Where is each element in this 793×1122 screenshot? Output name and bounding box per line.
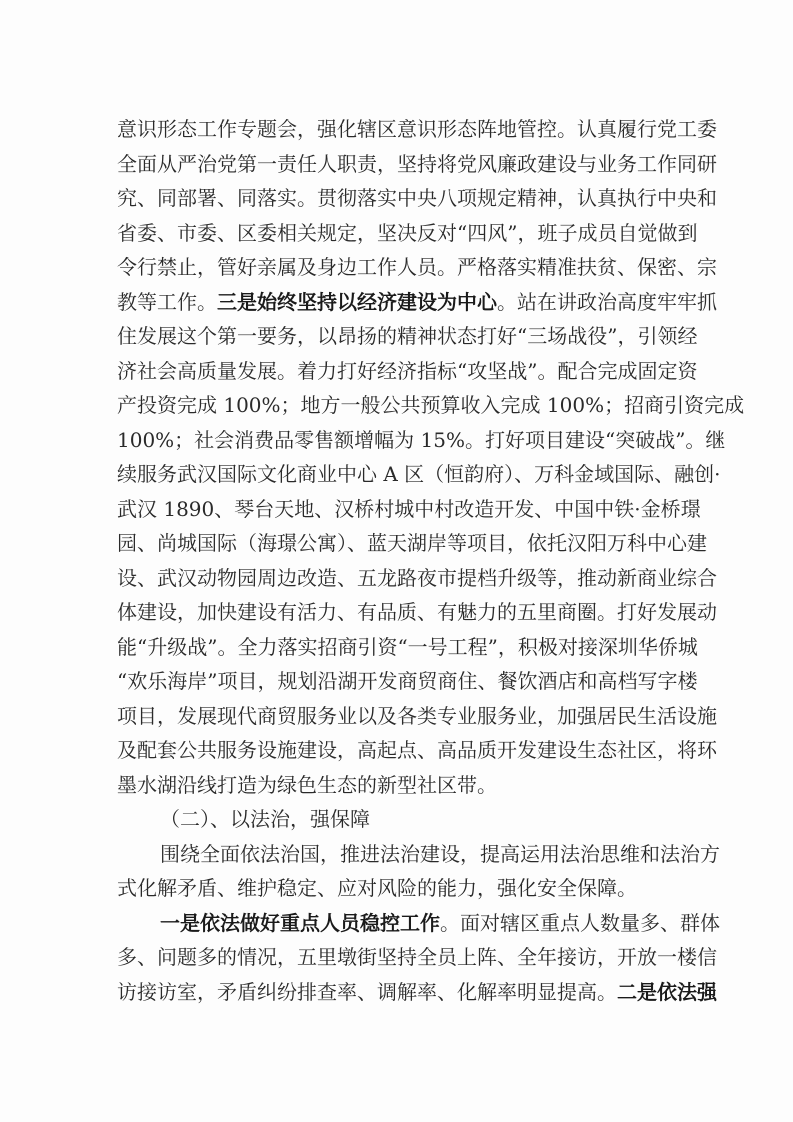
- text-line: [117, 492, 701, 527]
- text-line: [117, 423, 726, 458]
- text-line: [117, 699, 717, 734]
- text-line: [117, 112, 717, 147]
- text-line: [117, 457, 721, 492]
- text-segment: 意识形态工作专题会，强化辖区意识形态阵地管控。认真履行党工委: [117, 117, 717, 141]
- text-segment: 100%；社会消费品零售额增幅为 15%。打好项目建设“突破战”。继: [117, 427, 726, 452]
- bold-lead-phrase: 一是依法做好重点人员稳控工作: [160, 910, 440, 935]
- text-segment: 究、同部署、同落实。贯彻落实中央八项规定精神，认真执行中央和: [117, 186, 717, 210]
- text-line: [117, 181, 717, 216]
- text-line: [117, 630, 698, 665]
- text-line: [117, 940, 717, 975]
- text-segment: 产投资完成 100%；地方一般公共预算收入完成 100%；招商引资完成: [117, 393, 745, 417]
- text-segment: 围绕全面依法治国，推进法治建设，提高运用法治思维和法治方: [160, 841, 720, 866]
- text-segment: 武汉 1890、琴台天地、汉桥村城中村改造开发、中国中铁·金桥璟: [117, 496, 701, 521]
- text-segment: 设、武汉动物园周边改造、五龙路夜市提档升级等，推动新商业综合: [117, 565, 717, 590]
- text-line: [117, 354, 698, 389]
- text-line: [117, 147, 717, 182]
- text-segment: 令行禁止，管好亲属及身边工作人员。严格落实精准扶贫、保密、宗: [117, 255, 717, 279]
- text-segment: 墨水湖沿线打造为绿色生态的新型社区带。: [117, 772, 497, 797]
- text-line: [117, 595, 717, 630]
- text-segment: 多、问题多的情况，五里墩街坚持全员上阵、全年接访，开放一楼信: [117, 945, 717, 969]
- text-line: [117, 871, 677, 906]
- text-segment: 体建设，加快建设有活力、有品质、有魅力的五里商圈。打好发展动: [117, 600, 717, 624]
- text-segment: 教等工作。: [117, 289, 217, 314]
- text-segment: （二）、以法治，强保障: [160, 807, 370, 831]
- text-line: [117, 388, 745, 423]
- text-line: [117, 975, 717, 1010]
- paragraph: [117, 837, 720, 906]
- text-line: [117, 802, 677, 837]
- text-line: [117, 285, 717, 320]
- section-heading: [117, 802, 677, 837]
- bold-lead-phrase: 二是依法强: [617, 979, 717, 1004]
- text-line: [117, 216, 698, 251]
- text-segment: 式化解矛盾、维护稳定、应对风险的能力，强化安全保障。: [117, 876, 637, 900]
- text-segment: “欢乐海岸”项目，规划沿湖开发商贸商住、餐饮酒店和高档写字楼: [117, 669, 698, 693]
- text-line: [117, 561, 717, 596]
- text-line: [117, 906, 720, 941]
- text-segment: 全面从严治党第一责任人职责，坚持将党风廉政建设与业务工作同研: [117, 151, 717, 176]
- text-segment: 园、尚城国际（海璟公寓）、蓝天湖岸等项目，依托汉阳万科中心建: [117, 531, 707, 555]
- text-segment: 住发展这个第一要务，以昂扬的精神状态打好“三场战役”，引领经: [117, 324, 698, 348]
- text-segment: 省委、市委、区委相关规定，坚决反对“四风”，班子成员自觉做到: [117, 220, 698, 245]
- text-segment: 。站在讲政治高度牢牢抓: [497, 289, 717, 314]
- text-line: [117, 768, 677, 803]
- text-line: [117, 664, 698, 699]
- text-segment: 项目，发展现代商贸服务业以及各类专业服务业，加强居民生活设施: [117, 703, 717, 728]
- text-segment: 能“升级战”。全力落实招商引资“一号工程”，积极对接深圳华侨城: [117, 634, 698, 659]
- text-segment: 访接访室，矛盾纠纷排查率、调解率、化解率明显提高。: [117, 979, 617, 1004]
- text-line: [117, 837, 720, 872]
- paragraph: [117, 112, 745, 802]
- paragraph: [117, 906, 720, 1010]
- text-segment: 续服务武汉国际文化商业中心 A 区（恒韵府）、万科金域国际、融创·: [117, 462, 721, 486]
- text-line: [117, 733, 717, 768]
- bold-lead-phrase: 三是始终坚持以经济建设为中心: [217, 289, 497, 314]
- text-line: [117, 526, 707, 561]
- text-segment: 及配套公共服务设施建设，高起点、高品质开发建设生态社区，将环: [117, 738, 717, 762]
- text-segment: 。面对辖区重点人数量多、群体: [440, 910, 720, 935]
- text-segment: 济社会高质量发展。着力打好经济指标“攻坚战”。配合完成固定资: [117, 358, 698, 383]
- text-line: [117, 250, 717, 285]
- document-page: [117, 112, 745, 1009]
- text-line: [117, 319, 698, 354]
